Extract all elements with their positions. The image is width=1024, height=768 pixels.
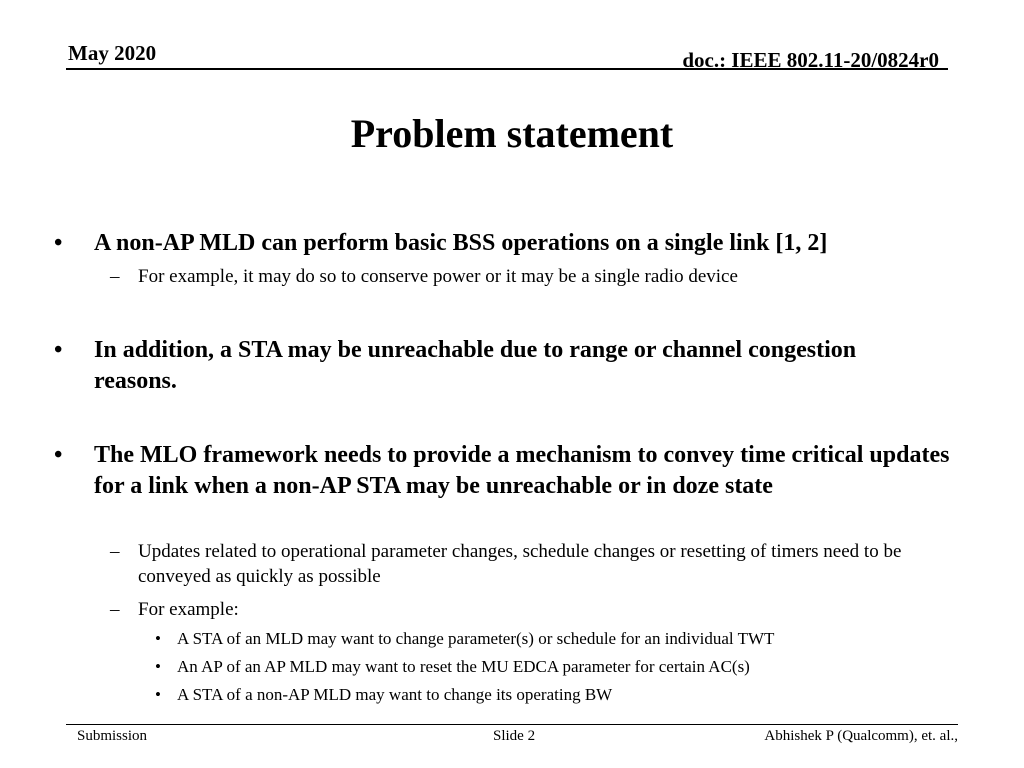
bullet-marker: • <box>54 442 63 468</box>
bullet-1-sub-1-text: For example, it may do so to conserve power or it may be a single radio device <box>138 266 738 287</box>
bullet-3-text: The MLO framework needs to provide a mechanism to convey time critical updates for a link when a non-AP STA may be unreachable or in doze state <box>94 442 950 499</box>
bullet-marker: • <box>54 230 63 256</box>
bullet-1-text: A non-AP MLD can perform basic BSS operations on a single link [1, 2] <box>94 230 828 256</box>
bullet-3-sub-2-item-1-text: A STA of an MLD may want to change parameter(s) or schedule for an individual TWT <box>177 629 775 648</box>
header-date: May 2020 <box>68 41 157 65</box>
slide-title: Problem statement <box>350 111 674 156</box>
bullet-marker: • <box>54 337 63 363</box>
bullet-2-text: In addition, a STA may be unreachable due to range or channel congestion reasons. <box>94 337 857 394</box>
document-id: doc.: IEEE 802.11-20/0824r0 <box>682 48 939 72</box>
sub-sub-bullet-marker: • <box>155 629 161 648</box>
bullet-3-sub-1-text: Updates related to operational parameter changes, schedule changes or resetting of timers need to be conveyed as quickly as possible <box>138 541 902 587</box>
bullet-3-sub-2-item-2-text: An AP of an AP MLD may want to reset the MU EDCA parameter for certain AC(s) <box>177 657 750 676</box>
sub-bullet-marker: – <box>110 541 120 562</box>
bullet-3-sub-2-text: For example: <box>138 599 239 620</box>
sub-bullet-marker: – <box>110 599 120 620</box>
footer-slide-number: Slide 2 <box>493 728 536 744</box>
footer-submission: Submission <box>77 728 148 744</box>
footer-author: Abhishek P (Qualcomm), et. al., <box>764 728 958 744</box>
bullet-3-sub-2-item-3-text: A STA of a non-AP MLD may want to change its operating BW <box>177 685 613 704</box>
sub-bullet-marker: – <box>110 266 120 287</box>
footer-divider <box>66 724 958 725</box>
sub-sub-bullet-marker: • <box>155 685 161 704</box>
sub-sub-bullet-marker: • <box>155 657 161 676</box>
header-divider <box>66 68 948 70</box>
